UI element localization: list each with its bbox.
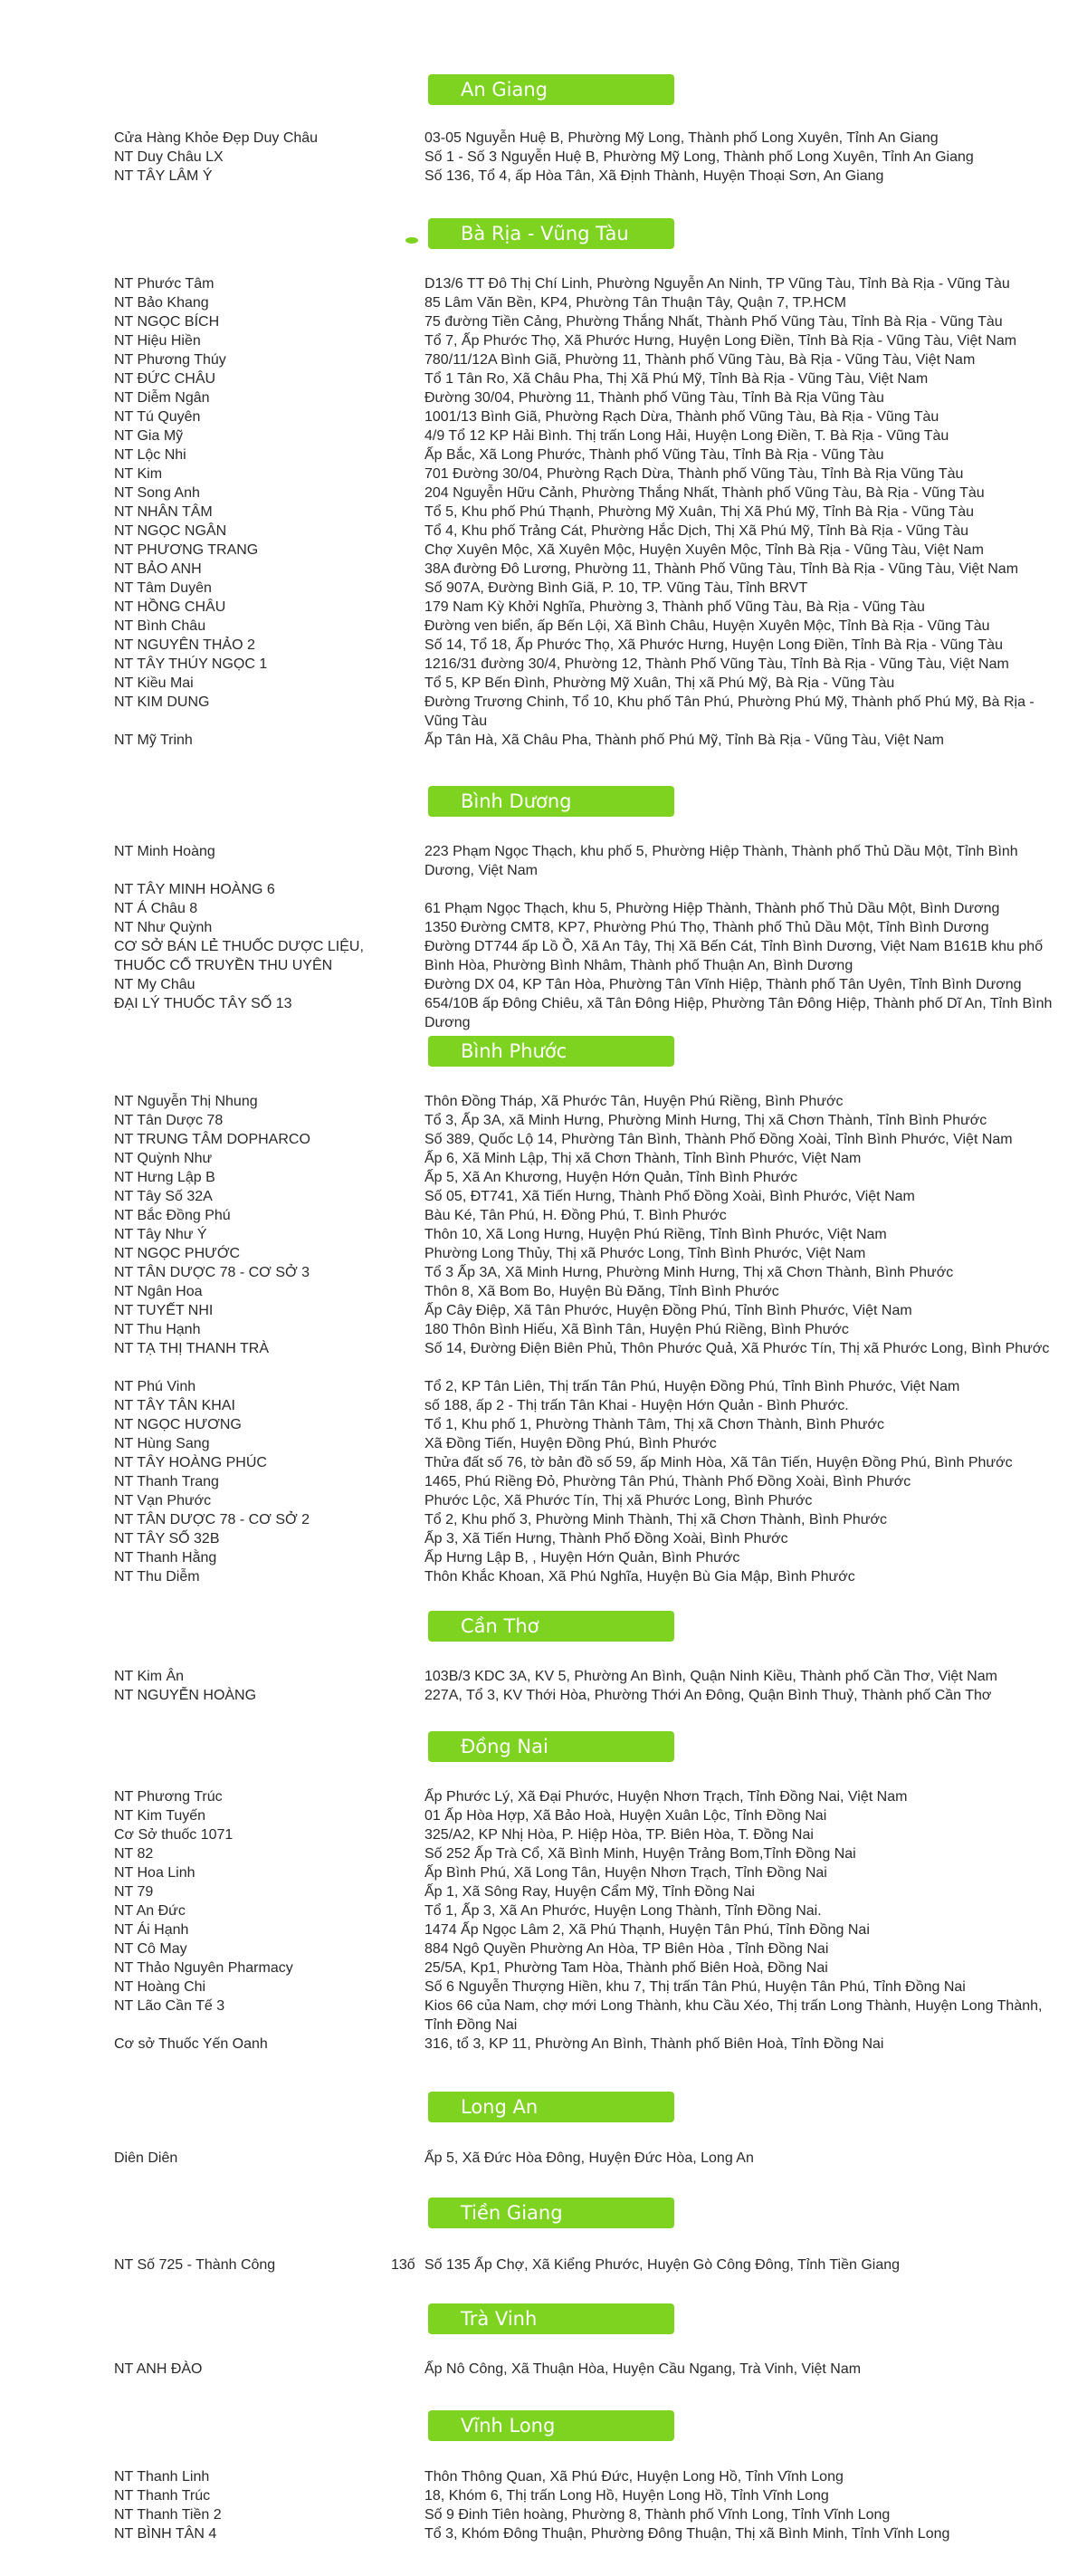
store-address: Tổ 2, Khu phố 3, Phường Minh Thành, Thị xã Chơn Thành, Bình Phước (424, 1512, 887, 1527)
store-name: NT Hoàng Chi (114, 1979, 206, 1995)
store-address: Đường Trương Chinh, Tổ 10, Khu phố Tân Phú, Phường Phú Mỹ, Thành phố Phú Mỹ, Bà Rịa - Vũng Tàu (424, 694, 1035, 729)
store-name: NT 79 (114, 1884, 154, 1900)
store-name: NT Thanh Trang (114, 1474, 219, 1489)
store-name: NT Hiệu Hiền (114, 333, 201, 349)
store-address: 1465, Phú Riềng Đỏ, Phường Tân Phú, Thành Phố Đồng Xoài, Bình Phước (424, 1474, 911, 1489)
store-name: NT Tây Như Ý (114, 1227, 207, 1242)
store-name: NT Gia Mỹ (114, 428, 184, 444)
store-name: NT Á Châu 8 (114, 901, 198, 916)
store-name: NT Thanh Hằng (114, 1550, 217, 1566)
decorative-dot (405, 237, 418, 244)
store-name: NT Bắc Đồng Phú (114, 1208, 231, 1223)
store-name: NT Như Quỳnh (114, 920, 213, 935)
store-address: Tổ 5, KP Bến Đình, Phường Mỹ Xuân, Thị xã Phú Mỹ, Bà Rịa - Vũng Tàu (424, 675, 895, 691)
store-name: NT NGỌC NGÂN (114, 523, 227, 539)
store-address: Tổ 7, Ấp Phước Thọ, Xã Phước Hưng, Huyện Long Điền, Tỉnh Bà Rịa - Vũng Tàu, Việt Nam (424, 333, 1017, 349)
store-name: NT TÂY MINH HOÀNG 6 (114, 882, 275, 897)
store-name: NT TẠ THỊ THANH TRÀ (114, 1341, 269, 1356)
store-address: 1350 Đường CMT8, KP7, Phường Phú Thọ, Thành phố Thủ Dầu Một, Tỉnh Bình Dương (424, 920, 989, 935)
store-address: 103B/3 KDC 3A, KV 5, Phường An Bình, Quận Ninh Kiều, Thành phố Cần Thơ, Việt Nam (424, 1669, 997, 1684)
store-address: Ấp Nô Công, Xã Thuận Hòa, Huyện Cầu Ngang, Trà Vinh, Việt Nam (424, 2361, 862, 2377)
section-1-header: Bà Rịa - Vũng Tàu (428, 218, 674, 249)
store-address: 204 Nguyễn Hữu Cảnh, Phường Thắng Nhất, Thành phố Vũng Tàu, Bà Rịa - Vũng Tàu (424, 485, 985, 501)
store-address: Số 252 Ấp Trà Cổ, Xã Bình Minh, Huyện Trảng Bom,Tỉnh Đồng Nai (424, 1846, 856, 1862)
store-name: NT Thanh Tiền 2 (114, 2507, 222, 2523)
store-address: Ấp 5, Xã An Khương, Huyện Hớn Quản, Tỉnh Bình Phước (424, 1170, 797, 1185)
store-name: NT Kim (114, 466, 163, 482)
store-name: NT Cô May (114, 1941, 187, 1957)
section-2-header: Bình Dương (428, 786, 674, 817)
store-address: 179 Nam Kỳ Khởi Nghĩa, Phường 3, Thành phố Vũng Tàu, Bà Rịa - Vũng Tàu (424, 599, 925, 615)
store-name: NT Lão Cần Tế 3 (114, 1998, 225, 2014)
store-address: Số 907A, Đường Bình Giã, P. 10, TP. Vũng Tàu, Tỉnh BRVT (424, 580, 808, 596)
store-address: Tổ 2, KP Tân Liên, Thị trấn Tân Phú, Huyện Đồng Phú, Tỉnh Bình Phước, Việt Nam (424, 1379, 960, 1394)
store-name: NT ĐỨC CHÂU (114, 371, 216, 387)
store-name: NT Vạn Phước (114, 1493, 212, 1508)
store-address: Đường DX 04, KP Tân Hòa, Phường Tân Vĩnh Hiệp, Thành phố Tân Uyên, Tỉnh Bình Dương (424, 977, 1022, 992)
store-name-suffix: 13ố (391, 2257, 415, 2273)
store-address: Đường 30/04, Phường 11, Thành phố Vũng Tàu, Tỉnh Bà Rịa Vũng Tàu (424, 390, 884, 406)
store-address: Số 9 Đinh Tiên hoàng, Phường 8, Thành phố Vĩnh Long, Tỉnh Vĩnh Long (424, 2507, 891, 2523)
store-name: NT BÌNH TÂN 4 (114, 2526, 217, 2542)
store-name: NT Song Anh (114, 485, 200, 501)
store-name: NT NGUYỄN HOÀNG (114, 1688, 257, 1703)
store-address: Thôn Khắc Khoan, Xã Phú Nghĩa, Huyện Bù Gia Mập, Bình Phước (424, 1569, 855, 1585)
store-address: 325/A2, KP Nhị Hòa, P. Hiệp Hòa, TP. Biên Hòa, T. Đồng Nai (424, 1827, 814, 1843)
store-name: NT Thu Hạnh (114, 1322, 201, 1337)
store-name: NT My Châu (114, 977, 195, 992)
store-address: 701 Đường 30/04, Phường Rạch Dừa, Thành phố Vũng Tàu, Tỉnh Bà Rịa Vũng Tàu (424, 466, 964, 482)
section-7-header: Tiền Giang (428, 2198, 674, 2228)
section-4-header: Cần Thơ (428, 1611, 674, 1642)
store-name: NT NGỌC HƯƠNG (114, 1417, 242, 1432)
store-name: Cơ Sở thuốc 1071 (114, 1827, 234, 1843)
store-address: Số 1 - Số 3 Nguyễn Huệ B, Phường Mỹ Long, Thành phố Long Xuyên, Tỉnh An Giang (424, 149, 974, 165)
store-address: Kios 66 của Nam, chợ mới Long Thành, khu Cầu Xéo, Thị trấn Long Thành, Huyện Long Thành, Tỉnh Đồng Nai (424, 1998, 1043, 2033)
store-address: 1001/13 Bình Giã, Phường Rạch Dừa, Thành phố Vũng Tàu, Bà Rịa - Vũng Tàu (424, 409, 939, 425)
store-name: NT Tây Số 32A (114, 1189, 213, 1204)
store-address: 1216/31 đường 30/4, Phường 12, Thành Phố Vũng Tàu, Tỉnh Bà Rịa - Vũng Tàu, Việt Nam (424, 656, 1009, 672)
store-address: Đường ven biển, ấp Bến Lội, Xã Bình Châu, Huyện Xuyên Mộc, Tỉnh Bà Rịa - Vũng Tàu (424, 618, 990, 634)
section-8-header: Trà Vinh (428, 2303, 674, 2334)
store-name: NT Ngân Hoa (114, 1284, 203, 1299)
store-name: NT Thảo Nguyên Pharmacy (114, 1960, 293, 1976)
store-name: NT Lộc Nhi (114, 447, 186, 463)
store-name: Cửa Hàng Khỏe Đẹp Duy Châu (114, 130, 319, 146)
store-name: NT Phương Thúy (114, 352, 226, 368)
store-address: 85 Lâm Văn Bền, KP4, Phường Tân Thuận Tây, Quận 7, TP.HCM (424, 295, 846, 311)
store-address: Tổ 3, Khóm Đông Thuận, Phường Đông Thuận, Thị xã Bình Minh, Tỉnh Vĩnh Long (424, 2526, 950, 2542)
store-name: NT Kiều Mai (114, 675, 194, 691)
store-name: NT NGỌC PHƯỚC (114, 1246, 241, 1261)
store-address: Tổ 4, Khu phố Trảng Cát, Phường Hắc Dịch, Thị Xã Phú Mỹ, Tỉnh Bà Rịa - Vũng Tàu (424, 523, 969, 539)
store-name: NT Nguyễn Thị Nhung (114, 1094, 258, 1109)
store-address: Ấp 3, Xã Tiến Hưng, Thành Phố Đồng Xoài, Bình Phước (424, 1531, 788, 1547)
store-address: 18, Khóm 6, Thị trấn Long Hồ, Huyện Long Hồ, Tỉnh Vĩnh Long (424, 2488, 829, 2504)
section-3-header: Bình Phước (428, 1036, 674, 1067)
store-address: 180 Thôn Bình Hiếu, Xã Bình Tân, Huyện Phú Riềng, Bình Phước (424, 1322, 849, 1337)
store-address: Thôn Thông Quan, Xã Phú Đức, Huyện Long Hồ, Tỉnh Vĩnh Long (424, 2469, 844, 2485)
store-name: Cơ sở Thuốc Yến Oanh (114, 2036, 268, 2052)
store-address: Chợ Xuyên Mộc, Xã Xuyên Mộc, Huyện Xuyên Mộc, Tỉnh Bà Rịa - Vũng Tàu, Việt Nam (424, 542, 984, 558)
store-name: NT TRUNG TÂM DOPHARCO (114, 1132, 310, 1147)
store-address: Ấp Hưng Lập B, , Huyện Hớn Quản, Bình Phước (424, 1550, 740, 1566)
store-address: Ấp 5, Xã Đức Hòa Đông, Huyện Đức Hòa, Long An (424, 2150, 754, 2166)
store-address: 780/11/12A Bình Giã, Phường 11, Thành phố Vũng Tàu, Bà Rịa - Vũng Tàu, Việt Nam (424, 352, 976, 368)
section-0-header: An Giang (428, 74, 674, 105)
store-name: NT TÂY THÚY NGỌC 1 (114, 656, 268, 672)
store-name: NT Tú Quyên (114, 409, 201, 425)
store-address: số 188, ấp 2 - Thị trấn Tân Khai - Huyện Hớn Quản - Bình Phước. (424, 1398, 849, 1413)
store-name: NT Thu Diễm (114, 1569, 200, 1585)
store-address: Thửa đất số 76, tờ bản đồ số 59, ấp Minh Hòa, Xã Tân Tiến, Huyện Đồng Phú, Bình Phước (424, 1455, 1013, 1470)
store-address: Thôn 8, Xã Bom Bo, Huyện Bù Đăng, Tỉnh Bình Phước (424, 1284, 779, 1299)
store-name: NT Phương Trúc (114, 1789, 223, 1805)
store-address: Ấp Bắc, Xã Long Phước, Thành phố Vũng Tàu, Tỉnh Bà Rịa - Vũng Tàu (424, 447, 884, 463)
store-name: NT BẢO ANH (114, 561, 202, 577)
store-name: NT Tân Dược 78 (114, 1113, 224, 1128)
store-name: NT Số 725 - Thành Công (114, 2257, 276, 2273)
store-address: Bàu Ké, Tân Phú, H. Đồng Phú, T. Bình Phước (424, 1208, 727, 1223)
store-name: NT Thanh Linh (114, 2469, 210, 2485)
store-name: NT Kim Ân (114, 1669, 185, 1684)
store-address: Số 14, Tổ 18, Ấp Phước Thọ, Xã Phước Hưng, Huyện Long Điền, Tỉnh Bà Rịa - Vũng Tàu (424, 637, 1003, 653)
store-address: Số 6 Nguyễn Thượng Hiền, khu 7, Thị trấn Tân Phú, Huyện Tân Phú, Tỉnh Đồng Nai (424, 1979, 966, 1995)
store-name: ĐẠI LÝ THUỐC TÂY SỐ 13 (114, 996, 292, 1011)
store-name: NT TÂN DƯỢC 78 - CƠ SỞ 2 (114, 1512, 310, 1527)
store-name: NT Tâm Duyên (114, 580, 212, 596)
store-address: 4/9 Tổ 12 KP Hải Bình. Thị trấn Long Hải, Huyện Long Điền, T. Bà Rịa - Vũng Tàu (424, 428, 949, 444)
store-name: NT An Đức (114, 1903, 186, 1919)
store-name: NT TÂY SỐ 32B (114, 1531, 220, 1547)
store-address: Số 136, Tổ 4, ấp Hòa Tân, Xã Định Thành, Huyện Thoại Sơn, An Giang (424, 168, 884, 184)
section-9-header: Vĩnh Long (428, 2410, 674, 2441)
store-address: Số 389, Quốc Lộ 14, Phường Tân Bình, Thành Phố Đồng Xoài, Tỉnh Bình Phước, Việt Nam (424, 1132, 1013, 1147)
store-address: Số 135 Ấp Chợ, Xã Kiểng Phước, Huyện Gò Công Đông, Tỉnh Tiền Giang (424, 2257, 901, 2273)
store-address: Tổ 1, Ấp 3, Xã An Phước, Huyện Long Thành, Tỉnh Đồng Nai. (424, 1903, 822, 1919)
store-address: 316, tổ 3, KP 11, Phường An Bình, Thành phố Biên Hoà, Tỉnh Đồng Nai (424, 2036, 884, 2052)
store-name: NT Hoa Linh (114, 1865, 195, 1881)
store-address: Thôn Đồng Tháp, Xã Phước Tân, Huyện Phú Riềng, Bình Phước (424, 1094, 844, 1109)
store-name: NT NHÂN TÂM (114, 504, 213, 520)
store-name: NT HỒNG CHÂU (114, 599, 226, 615)
store-address: Thôn 10, Xã Long Hưng, Huyện Phú Riềng, Tỉnh Bình Phước, Việt Nam (424, 1227, 887, 1242)
store-name: NT Mỹ Trinh (114, 733, 193, 748)
store-address: Tổ 1 Tân Ro, Xã Châu Pha, Thị Xã Phú Mỹ, Tỉnh Bà Rịa - Vũng Tàu, Việt Nam (424, 371, 929, 387)
store-address: Xã Đồng Tiến, Huyện Đồng Phú, Bình Phước (424, 1436, 717, 1451)
store-name: NT Duy Châu LX (114, 149, 224, 165)
store-address: Đường DT744 ấp Lồ Ồ, Xã An Tây, Thị Xã Bến Cát, Tỉnh Bình Dương, Việt Nam B161B khu phố Bình Hòa, Phường Bình Nhâm, Thành phố Thuận An, Bình Dương (424, 939, 1044, 973)
store-address: Ấp Tân Hà, Xã Châu Pha, Thành phố Phú Mỹ, Tỉnh Bà Rịa - Vũng Tàu, Việt Nam (424, 733, 944, 748)
store-address: Tổ 1, Khu phố 1, Phường Thành Tâm, Thị xã Chơn Thành, Bình Phước (424, 1417, 885, 1432)
store-address: Phường Long Thủy, Thị xã Phước Long, Tỉnh Bình Phước, Việt Nam (424, 1246, 866, 1261)
store-name: NT PHƯƠNG TRANG (114, 542, 259, 558)
store-address: 75 đường Tiền Cảng, Phường Thắng Nhất, Thành Phố Vũng Tàu, Tỉnh Bà Rịa - Vũng Tàu (424, 314, 1003, 330)
store-address: Số 14, Đường Điện Biên Phủ, Thôn Phước Quả, Xã Phước Tín, Thị xã Phước Long, Bình Phước (424, 1341, 1050, 1356)
store-address: 227A, Tổ 3, KV Thới Hòa, Phường Thới An Đông, Quận Bình Thuỷ, Thành phố Cần Thơ (424, 1688, 992, 1703)
store-address: 1474 Ấp Ngọc Lâm 2, Xã Phú Thạnh, Huyện Tân Phú, Tỉnh Đồng Nai (424, 1922, 870, 1938)
store-address: Tổ 5, Khu phố Phú Thạnh, Phường Mỹ Xuân, Thị Xã Phú Mỹ, Tỉnh Bà Rịa - Vũng Tàu (424, 504, 975, 520)
store-address: 38A đường Đô Lương, Phường 11, Thành Phố Vũng Tàu, Tỉnh Bà Rịa - Vũng Tàu, Việt Nam (424, 561, 1019, 577)
store-address: 654/10B ấp Đông Chiêu, xã Tân Đông Hiệp, Phường Tân Đông Hiệp, Thành phố Dĩ An, Tỉnh Bình Dương (424, 996, 1053, 1030)
store-name: NT TÂN DƯỢC 78 - CƠ SỞ 3 (114, 1265, 310, 1280)
store-address: D13/6 TT Đô Thị Chí Linh, Phường Nguyễn An Ninh, TP Vũng Tàu, Tỉnh Bà Rịa - Vũng Tàu (424, 276, 1010, 292)
store-name: NT ANH ĐÀO (114, 2361, 203, 2377)
store-address: Ấp Cây Điệp, Xã Tân Phước, Huyện Đồng Phú, Tỉnh Bình Phước, Việt Nam (424, 1303, 912, 1318)
section-6-header: Long An (428, 2092, 674, 2122)
store-name: NT Bình Châu (114, 618, 206, 634)
store-name: NT TÂY LÂM Ý (114, 168, 213, 184)
store-name: NT Phước Tâm (114, 276, 215, 292)
store-name: NT Diễm Ngân (114, 390, 210, 406)
store-name: NT Quỳnh Như (114, 1151, 213, 1166)
store-name: NT NGỌC BÍCH (114, 314, 220, 330)
store-name: NT KIM DUNG (114, 694, 210, 710)
store-name: NT Bảo Khang (114, 295, 209, 311)
store-address: 61 Phạm Ngọc Thạch, khu 5, Phường Hiệp Thành, Thành phố Thủ Dầu Một, Bình Dương (424, 901, 1000, 916)
store-address: Tổ 3 Ấp 3A, Xã Minh Hưng, Phường Minh Hưng, Thị xã Chơn Thành, Bình Phước (424, 1265, 954, 1280)
store-address: Phước Lộc, Xã Phước Tín, Thị xã Phước Long, Bình Phước (424, 1493, 813, 1508)
store-address: Số 05, ĐT741, Xã Tiến Hưng, Thành Phố Đồng Xoài, Bình Phước, Việt Nam (424, 1189, 915, 1204)
store-address: 03-05 Nguyễn Huệ B, Phường Mỹ Long, Thành phố Long Xuyên, Tỉnh An Giang (424, 130, 939, 146)
store-name: NT NGUYÊN THẢO 2 (114, 637, 255, 653)
store-name: Diên Diên (114, 2150, 178, 2166)
store-address: 223 Phạm Ngọc Thạch, khu phố 5, Phường Hiệp Thành, Thành phố Thủ Dầu Một, Tỉnh Bình Dương, Việt Nam (424, 844, 1018, 878)
store-address: Ấp Phước Lý, Xã Đại Phước, Huyện Nhơn Trạch, Tỉnh Đồng Nai, Việt Nam (424, 1789, 908, 1805)
store-name: NT Kim Tuyến (114, 1808, 206, 1824)
store-name: NT Minh Hoàng (114, 844, 215, 859)
store-name: NT Thanh Trúc (114, 2488, 211, 2504)
store-name: NT Hưng Lập B (114, 1170, 215, 1185)
store-name: NT TÂY HOÀNG PHÚC (114, 1455, 267, 1470)
store-name: NT TUYẾT NHI (114, 1303, 214, 1318)
store-address: Ấp Bình Phú, Xã Long Tân, Huyện Nhơn Trạch, Tỉnh Đồng Nai (424, 1865, 827, 1881)
store-name: NT TÂY TÂN KHAI (114, 1398, 235, 1413)
store-address: Ấp 1, Xã Sông Ray, Huyện Cẩm Mỹ, Tỉnh Đồng Nai (424, 1884, 755, 1900)
store-name: NT Hùng Sang (114, 1436, 210, 1451)
section-5-header: Đồng Nai (428, 1731, 674, 1762)
store-address: 25/5A, Kp1, Phường Tam Hòa, Thành phố Biên Hoà, Đồng Nai (424, 1960, 828, 1976)
store-address: 01 Ấp Hòa Hợp, Xã Bảo Hoà, Huyện Xuân Lộc, Tỉnh Đồng Nai (424, 1808, 827, 1824)
store-name: NT Phú Vinh (114, 1379, 196, 1394)
store-address: Tổ 3, Ấp 3A, xã Minh Hưng, Phường Minh Hưng, Thị xã Chơn Thành, Tỉnh Bình Phước (424, 1113, 987, 1128)
store-address: 884 Ngô Quyền Phường An Hòa, TP Biên Hòa , Tỉnh Đồng Nai (424, 1941, 829, 1957)
store-name: NT Ái Hạnh (114, 1922, 189, 1938)
store-name: CƠ SỞ BÁN LẺ THUỐC DƯỢC LIỆU, THUỐC CỔ TRUYỀN THU UYÊN (114, 939, 364, 973)
store-address: Ấp 6, Xã Minh Lập, Thị xã Chơn Thành, Tỉnh Bình Phước, Việt Nam (424, 1151, 862, 1166)
store-name: NT 82 (114, 1846, 154, 1862)
